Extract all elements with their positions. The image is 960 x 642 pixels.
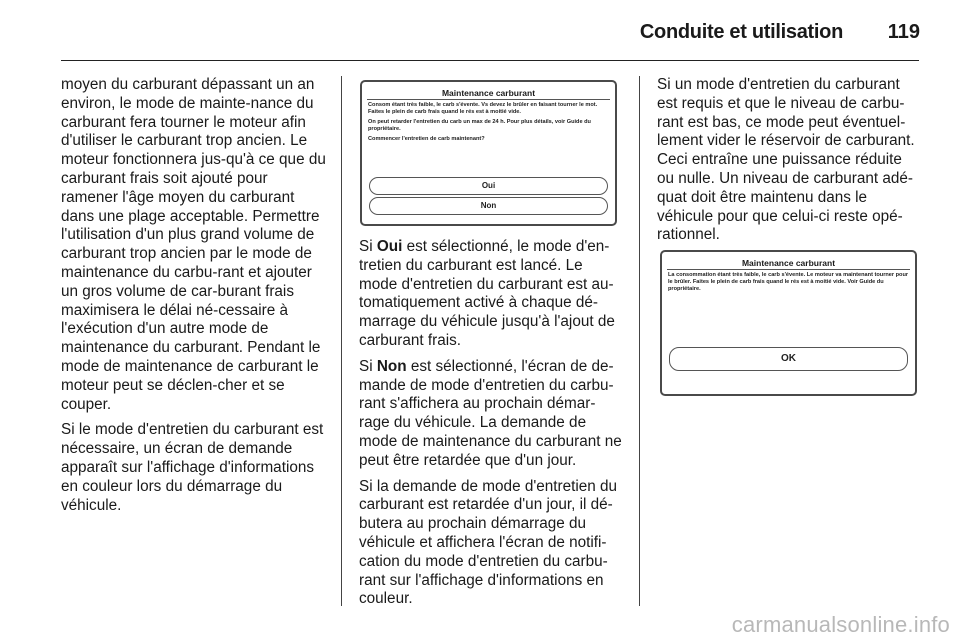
header-divider [61,60,919,61]
column-divider-2 [639,76,640,606]
paragraph: Si le mode d'entretien du carburant est nécessaire, un écran de demande apparaît sur l'affichage d'informations en couleur lors du démarrage du véhicule. [61,421,324,514]
screen-title-divider [367,99,610,100]
screen-title-divider [667,269,910,270]
screen-title: Maintenance carburant [741,258,836,268]
option-oui-label: Oui [376,238,403,255]
paragraph [359,358,623,471]
text: est sélectionné, le mode d'en-tretien du carburant est lancé. Le mode d'entretien du carburant est au-tomatiquement activé à chaque dé-marrage du véhicule jusqu'à l'ajout de carburant frais. [359,238,615,349]
option-non-label: Non [376,357,407,375]
screen-message: On peut retarder l'entretien du carb un max de 24 h. Pour plus détails, voir Guide du propriétaire. [368,119,591,132]
paragraph: Si la demande de mode d'entretien du carburant est retardée d'un jour, il dé-butera au prochain démarrage du véhicule et affichera l'écran de notifi-cation du mode d'entretien du carbu-rant sur l'affichage d'informations en couleur. [359,477,618,608]
non-button[interactable]: Non [369,197,608,215]
column-2 [359,238,623,616]
column-1 [61,76,326,522]
column-divider-1 [341,76,342,606]
screen-message: La consommation étant très faible, le carb s'évente. Le moteur va maintenant tourner pour le brûler. Faites le plein de carb frais quand le rés est à moitié vide. Voir Guide du propriétaire. [668,272,909,292]
page-number: 119 [887,21,920,43]
screen-body [668,272,909,293]
paragraph: moyen du carburant dépassant un an environ, le mode de mainte-nance du carburant fera tourner le moteur afin d'utiliser le carburant trop ancien. Le moteur fonctionnera jus-qu'à ce que du carburant frais soit ajouté pour ramener l'âge moyen du carburant dans une plage acceptable. Permettre l'utilisation d'un plus grand volume de carburant trop ancien par le mode de maintenance du carbu-rant et ajouter un gros volume de car-burant frais maximisera le délai né-cessaire à l'exécution d'un autre mode de maintenance du carburant. Pendant le mode de maintenance de carburant le moteur peut se déclen-cher et se couper. [61,76,326,413]
page-header [0,0,960,60]
screen-question: Commencer l'entretien de carb maintenant? [368,136,485,142]
text: Si [359,357,373,375]
paragraph [359,238,623,351]
section-title: Conduite et utilisation [639,21,843,43]
text: Si [359,238,373,255]
watermark: carmanualsonline.info [731,612,950,637]
paragraph: Si un mode d'entretien du carburant est requis et que le niveau de carbu-rant est bas, ce mode peut éventuel-lement vider le réservoir de carburant. Ceci entraîne une puissance réduite ou nulle. Un niveau de carburant adé-quat doit être maintenu dans le véhicule pour que celui-ci reste opé-rationnel. [657,76,915,244]
fuel-maintenance-notice-screen [660,250,917,396]
screen-title: Maintenance carburant [441,88,536,98]
oui-button[interactable]: Oui [369,177,608,195]
text: est sélectionné, l'écran de de-mande de mode d'entretien du carbu-rant s'affichera au prochain démar-rage du véhicule. La demande de mode de maintenance du carburant ne peut être retardée que d'un jour. [359,357,622,469]
screen-body [368,102,609,143]
column-3 [657,76,921,252]
screen-message: Consom étant très faible, le carb s'évente. Vs devez le brûler en faisant tourner le mot. Faites le plein de carb frais quand le rés est à moitié vide. [368,102,598,115]
fuel-maintenance-prompt-screen [360,80,617,226]
ok-button[interactable]: OK [669,347,908,371]
